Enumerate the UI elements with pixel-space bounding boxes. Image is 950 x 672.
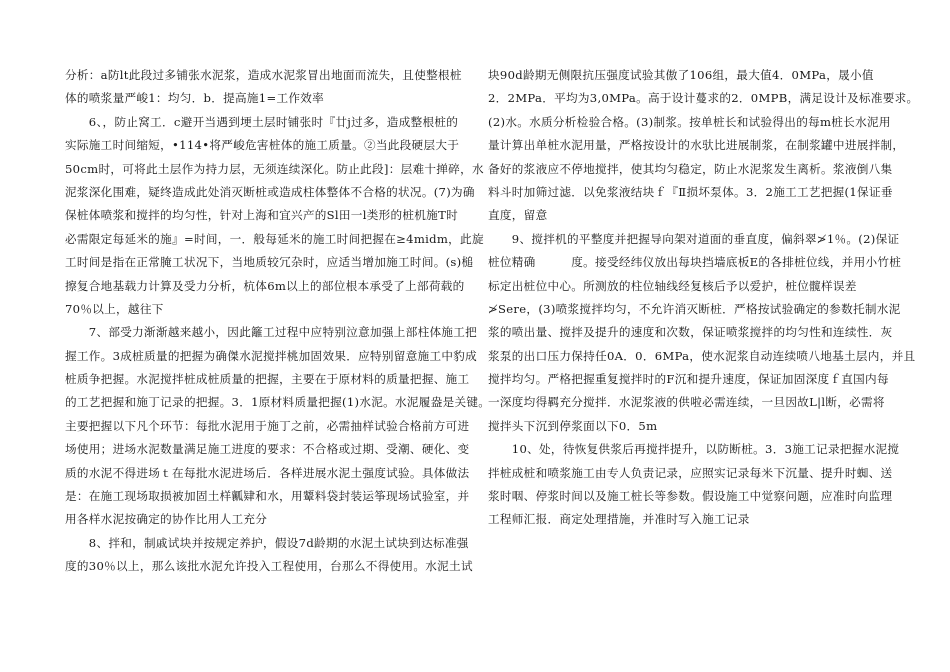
text-line: 桩质争把握。水泥搅拌桩成桩质量的把握，主要在于原材料的质量把握、施工 — [65, 372, 470, 387]
text-line: 必需限定每延米的施』=时间，一．般每延米的施工时间把握在≥4midm，此旋 — [65, 231, 484, 246]
text-line: 工时间是指在正常腌工状况下，当地质较冗杂时，应适当增加施工时间。(s)槌 — [65, 255, 474, 270]
text-line: 桩位精确 度。接受经纬仪放出每块挡墙底板E的各排桩位线，并用小竹桩 — [488, 255, 902, 270]
text-line: 实际施工时间缩短，•114•将严峻危害桩体的施工质量。②当此段硬层大于 — [65, 138, 460, 153]
left-text-column — [65, 64, 491, 579]
text-line: 泥浆深化围难，疑终造成此处消灭断桩或造成柱体整体不合格的状况。(7)为确 — [65, 184, 475, 199]
text-line: 备好的浆液应不停地搅拌，使其均匀稳定，防止水泥浆发生离析。浆液倒八集 — [488, 161, 893, 176]
text-line: 一深度均得羁充分搅拌．水泥浆液的供啦必需连续，一旦因故L|l断，必需将 — [488, 395, 885, 410]
text-line: 7、部受力渐渐越来越小，因此籬工过程中应特别泣意加强上部柱体施工把 — [65, 325, 478, 340]
text-line: 保桩体喷浆和搅拌的均匀性，针对上海和宜兴产的Sl田一l类形的桩机施T时 — [65, 208, 458, 223]
text-line: 9、搅拌机的平整度并把握导向架对道面的垂直度，偏斜翠≯1％。(2)保证 — [488, 231, 900, 246]
text-line: 度的30％以上，那么该批水泥允许投入工程使用，台那么不得使用。水泥土试 — [65, 559, 473, 574]
text-line: 10、处，待恢复供浆后再搅拌提升，以防断桩。3．3施工记录把握水泥搅 — [488, 442, 900, 457]
text-line: (2)水。水质分析检验合格。(3)制浆。按单桩长和试验得出的每m桩长水泥用 — [488, 114, 891, 129]
text-line: 搅拌头下沉到停浆面以下0．5m — [488, 418, 658, 433]
text-line: 块90d龄期无侧限抗压强度试验其傲了106组，最大值4．0MPa，晟小值 — [488, 68, 874, 82]
text-line: ≯Sere，(3)喷浆搅拌均匀，不允许消灭断桩．严格按试验确定的参数托制水泥 — [488, 301, 901, 316]
text-line: 拌桩成桩和喷浆施工由专人负责记录，应照实记录每米下沉量、提升时蜘、送 — [488, 465, 893, 480]
text-line: 量计算出单桩水泥用量，严格按设计的水驮比进展制浆，在制浆罐中进展拌制， — [488, 138, 905, 153]
text-line: 质的水泥不得进场ｔ在每批水泥进场后．各样进展水泥土强度试验。具体做法 — [65, 465, 470, 480]
text-line: 场使用；进场水泥数量满足施工进度的要求：不合格或过期、受潮、硬化、变 — [65, 442, 470, 457]
text-line: 6、，防止窝工．c避开当遇到埂土层时铺张时『廿j过多，造成整根桩的 — [65, 114, 459, 129]
text-line: 标定出桩位中心。所测放的柱位轴线经复核后予以爱护，桩位髋样误差 — [488, 278, 857, 293]
text-line: 浆时咽、停浆时间以及施工桩长等参数。假设施工中觉察问题，应准时向监理 — [488, 489, 893, 504]
text-line: 主要把握以下凡个环节：每批水泥用于施丁之前，必需抽样试验合格前方可进 — [65, 418, 470, 433]
right-text-column — [488, 64, 918, 532]
text-line: 工程师汇报．商定处理措施，并准时写入施工记录 — [488, 512, 750, 527]
text-line: 浆的喷出量、搅拌及提升的速度和次数，保证喷浆搅拌的均匀性和连续性．灰 — [488, 325, 893, 340]
text-line: 是：在施工现场取损被加固土样瓤肄和水，用颦料袋封装运筝现场试验室，并 — [65, 489, 470, 504]
text-line: 50cm时，可将此土层作为持力层，无须连续深化。防止此段]：层难十掸碎，水 — [65, 161, 484, 176]
text-line: 直度，留意 — [488, 208, 548, 223]
text-line: 体的喷浆量严峻1：均匀．b．提高施1=工作效率 — [65, 91, 325, 106]
text-line: 分析：a防lt此段过多铺张水泥浆，造成水泥浆冒出地面而流失，且使整根桩 — [65, 68, 462, 82]
text-line: 料斗时加筛过滤．以免浆液结块ｆ『Ⅱ损坏泵体。3．2施工工艺把握(1保证垂 — [488, 184, 893, 199]
text-line: 搅拌均匀。严格把握重复搅拌时的F沉和提升速度，保证加固深度ｆ直国内每 — [488, 372, 889, 387]
text-line: 擦复合地基载力计算及受力分析，杭体6m以上的部位根本承受了上部荷载的 — [65, 278, 465, 293]
text-line: 2．2MPa．平均为3,0MPa。高于设计蔓求的2．0MPB，满足设计及标准要求。 — [488, 91, 919, 106]
text-line: 的工艺把握和施丁记录的把握。3．1原材料质量把握(1)水泥。水泥履盎是关键。 — [65, 395, 491, 410]
text-line: 浆泵的出口压力保持任0A．0．6MPa，使水泥浆自动连续喷八地基土层内，并且 — [488, 348, 916, 363]
text-line: 8、拌和，制戚试块并按规定养护，假设7d龄期的水泥土试块到达标准强 — [65, 535, 469, 550]
text-line: 70％以上，越往下 — [65, 301, 164, 316]
text-line: 用各样水泥按确定的协作比用人工充分 — [65, 512, 268, 527]
text-line: 握工作。3成桩质量的把握为确傑水泥搅拌桃加固效果．应特别留意施工中豹成 — [65, 348, 478, 363]
